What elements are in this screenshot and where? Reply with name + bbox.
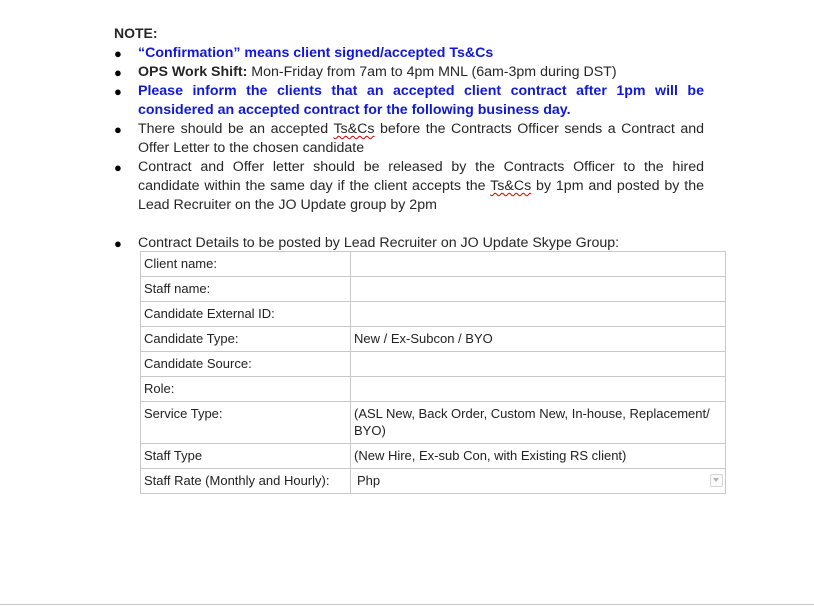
note-bullet-list [114,44,704,253]
bullet-confirmation [114,44,704,63]
bullet-accepted-tscs [114,120,704,158]
table-row [141,469,726,494]
page-divider [0,604,814,605]
contract-release-pre: Contract and Offer letter should be released by the Contracts Officer to the hired candidate within the same day if the client accepts the [138,159,704,194]
role-label: Role: [141,377,351,402]
table-row [141,444,726,469]
table-row [141,352,726,377]
accepted-tscs-post: before the Contracts Officer sends a Contract and Offer Letter to the chosen candidate [138,121,704,156]
table-row [141,402,726,444]
staff-name-value[interactable] [351,277,726,302]
service-type-value[interactable]: (ASL New, Back Order, Custom New, In-house, Replacement/ BYO) [351,402,726,444]
candidate-source-label: Candidate Source: [141,352,351,377]
table-row [141,252,726,277]
bullet-contract-release [114,158,704,215]
chevron-down-icon[interactable] [710,474,723,487]
staff-rate-value: Php [357,473,381,488]
client-name-value[interactable] [351,252,726,277]
table-row [141,277,726,302]
accepted-tscs-pre: There should be an accepted [138,121,334,137]
bullet-ops-work-shift [114,63,704,82]
role-value[interactable] [351,377,726,402]
bullet-marker: ● [114,236,122,251]
staff-name-label: Staff name: [141,277,351,302]
staff-type-value[interactable]: (New Hire, Ex-sub Con, with Existing RS client) [351,444,726,469]
contract-release-post: by 1pm and posted by the Lead Recruiter on the JO Update group by 2pm [138,178,704,213]
bullet-marker: ● [114,65,122,80]
blank-line [114,215,704,234]
inform-clients-text: Please inform the clients that an accepted client contract after 1pm will be considered an accepted contract for the following business day. [138,83,704,118]
note-heading: NOTE: [114,25,158,41]
ops-work-shift-text: Mon-Friday from 7am to 4pm MNL (6am-3pm during DST) [247,64,617,80]
bullet-marker: ● [114,84,122,99]
candidate-type-value[interactable]: New / Ex-Subcon / BYO [351,327,726,352]
tscs-spellcheck-word[interactable]: Ts&Cs [333,121,375,137]
bullet-marker: ● [114,46,122,61]
bullet-inform-clients [114,82,704,120]
staff-rate-value-cell[interactable] [351,469,726,494]
client-name-label: Client name: [141,252,351,277]
table-row [141,377,726,402]
contract-details-text: Contract Details to be posted by Lead Recruiter on JO Update Skype Group: [138,235,620,251]
bullet-marker: ● [114,160,122,175]
candidate-type-label: Candidate Type: [141,327,351,352]
staff-type-label: Staff Type [141,444,351,469]
candidate-external-id-value[interactable] [351,302,726,327]
table-row [141,327,726,352]
staff-rate-label: Staff Rate (Monthly and Hourly): [141,469,351,494]
confirmation-definition: “Confirmation” means client signed/accepted Ts&Cs [138,45,494,61]
bullet-marker: ● [114,122,122,137]
service-type-label: Service Type: [141,402,351,444]
candidate-source-value[interactable] [351,352,726,377]
candidate-external-id-label: Candidate External ID: [141,302,351,327]
ops-work-shift-label: OPS Work Shift: [138,64,248,80]
table-row [141,302,726,327]
tscs-spellcheck-word[interactable]: Ts&Cs [490,178,532,194]
contract-details-table [140,251,726,494]
